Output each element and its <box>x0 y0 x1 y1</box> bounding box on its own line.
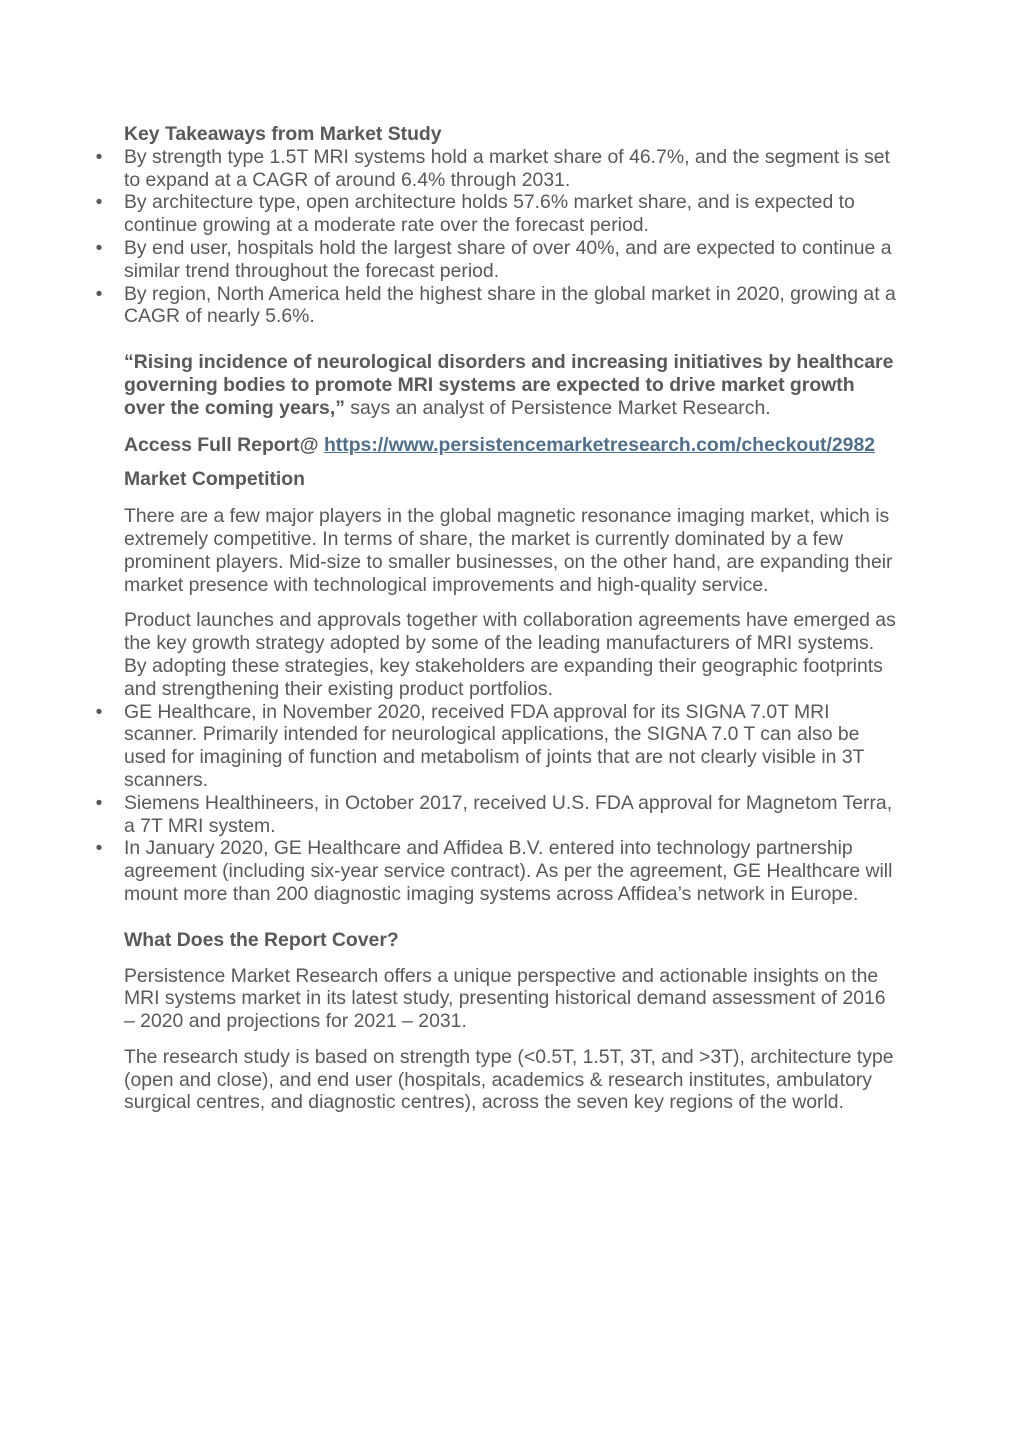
list-item <box>95 282 900 329</box>
bullet-icon: • <box>95 700 103 723</box>
list-item-text: GE Healthcare, in November 2020, received FDA approval for its SIGNA 7.0T MRI scanner. Primarily intended for neurological applications, the SIGNA 7.0 T can also be used for imagining of function and metabolism of joints that are not clearly visible in 3T scanners. <box>124 700 865 791</box>
report-cover-heading: What Does the Report Cover? <box>124 928 399 951</box>
bullet-icon: • <box>95 837 103 860</box>
report-cover-paragraph: Persistence Market Research offers a unique perspective and actionable insights on the MRI systems market in its latest study, presenting historical demand assessment of 2016 – 2020 and projections for 2021 – 2031. <box>124 964 886 1033</box>
list-item <box>95 791 900 838</box>
list-item <box>95 837 900 905</box>
competition-paragraph: There are a few major players in the global magnetic resonance imaging market, which is extremely competitive. In terms of share, the market is currently dominated by a few prominent players. Mid-size to smaller businesses, on the other hand, are expanding their market presence with technological improvements and high-quality service. <box>124 505 893 596</box>
bullet-icon: • <box>95 791 103 814</box>
list-item <box>95 236 900 283</box>
bullet-icon: • <box>95 282 103 305</box>
bullet-icon: • <box>95 191 103 214</box>
quote-bold-text: “Rising incidence of neurological disorders and increasing initiatives by healthcare governing bodies to promote MRI systems are expected to drive market growth over the coming years,” <box>124 351 894 419</box>
analyst-quote <box>124 351 900 419</box>
list-item-text: In January 2020, GE Healthcare and Affidea B.V. entered into technology partnership agreement (including six-year service contract). As per the agreement, GE Healthcare will mount more than 200 diagnostic imaging systems across Affidea’s network in Europe. <box>124 837 893 905</box>
list-item <box>95 191 900 237</box>
access-report-line <box>124 434 900 457</box>
quote-attribution: says an analyst of Persistence Market Research. <box>344 396 771 419</box>
bullet-icon: • <box>95 145 103 168</box>
research-scope-paragraph: The research study is based on strength type (<0.5T, 1.5T, 3T, and >3T), architecture type (open and close), and end user (hospitals, academics & research institutes, ambulatory surgical centres, and diagnostic centres), across the seven key regions of the world. <box>124 1045 894 1114</box>
list-item <box>95 700 900 792</box>
list-item-text: By end user, hospitals hold the largest share of over 40%, and are expected to continue a similar trend throughout the forecast period. <box>124 236 892 282</box>
strategy-paragraph: Product launches and approvals together with collaboration agreements have emerged as the key growth strategy adopted by some of the leading manufacturers of MRI systems. By adopting these strategies, key stakeholders are expanding their geographic footprints and strengthening their existing product portfolios. <box>124 609 896 700</box>
key-takeaways-list <box>95 145 900 328</box>
list-item-text: Siemens Healthineers, in October 2017, received U.S. FDA approval for Magnetom Terra, a 7T MRI system. <box>124 791 893 837</box>
list-item-text: By region, North America held the highest share in the global market in 2020, growing at a CAGR of nearly 5.6%. <box>124 282 896 328</box>
list-item-text: By architecture type, open architecture holds 57.6% market share, and is expected to continue growing at a moderate rate over the forecast period. <box>124 191 855 237</box>
key-takeaways-heading: Key Takeaways from Market Study <box>124 123 442 145</box>
document-content <box>95 123 900 1114</box>
list-item-text: By strength type 1.5T MRI systems hold a market share of 46.7%, and the segment is set to expand at a CAGR of around 6.4% through 2031. <box>124 145 890 191</box>
bullet-icon: • <box>95 236 103 259</box>
report-checkout-link[interactable]: https://www.persistencemarketresearch.com/checkout/2982 <box>323 433 876 456</box>
list-item <box>95 145 900 192</box>
market-competition-heading: Market Competition <box>124 468 305 491</box>
competition-list <box>95 700 900 906</box>
access-report-label: Access Full Report@ <box>124 433 324 456</box>
